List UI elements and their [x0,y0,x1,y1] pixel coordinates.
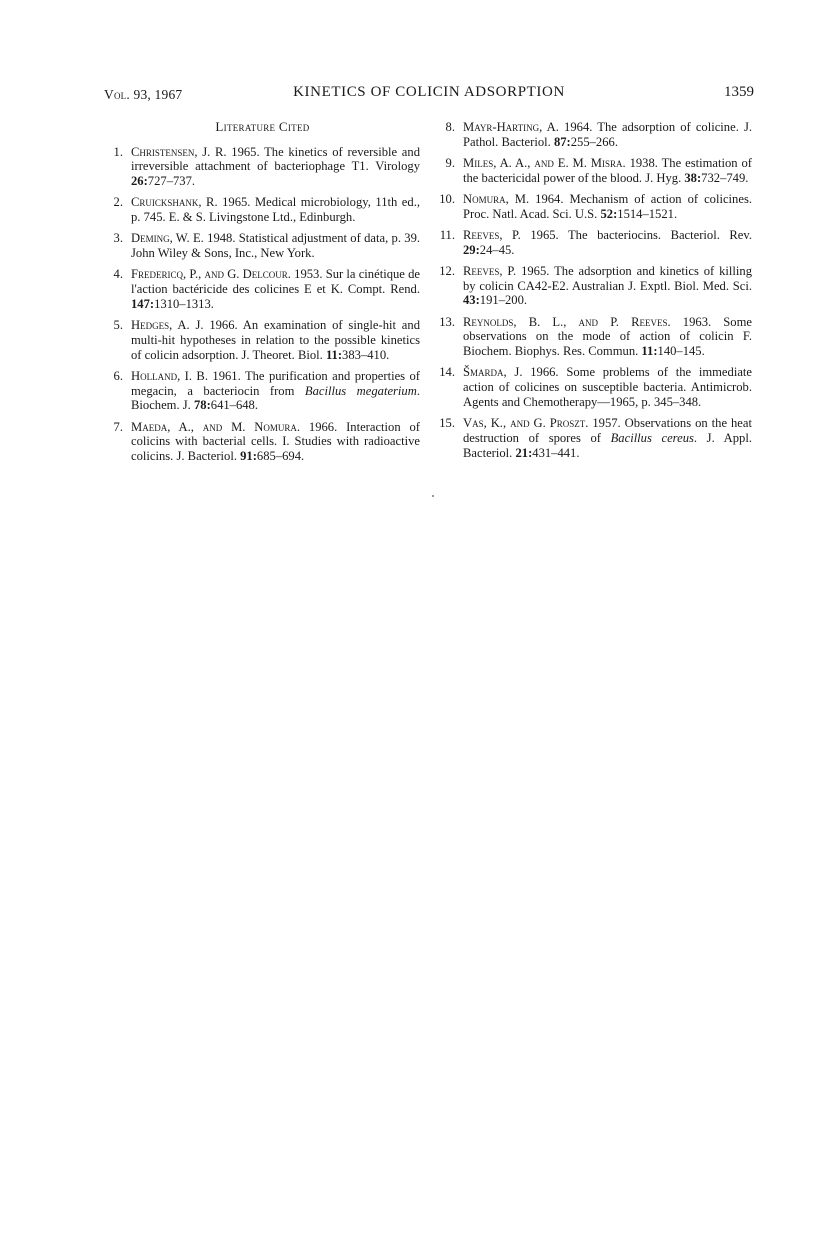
reference-text: 1966. Some problems of the immediate action of colicines on susceptible bacteria. Antimicrob. Agents and Chemotherapy—1965, p. 345–348. [463,365,752,409]
page-mark [432,495,434,497]
reference-species: Bacillus megaterium [304,383,417,398]
reference-number: 14. [439,365,455,380]
running-header [104,84,754,106]
reference-text: 1948. Statistical adjustment of data, p. 39. John Wiley & Sons, Inc., New York. [131,231,421,261]
reference-number: 7. [113,419,123,434]
reference-number: 1. [113,144,123,159]
reference-volume: 52: [600,206,618,221]
reference-text: 1965. The adsorption and kinetics of killing by colicin CA42-E2. Australian J. Exptl. Biol. Med. Sci. [463,264,752,293]
reference-item [105,145,420,189]
reference-pages: 140–145. [657,344,705,359]
reference-item [105,420,420,464]
reference-text: . Biochem. J. [131,383,420,413]
reference-number: 2. [113,195,123,210]
reference-pages: 383–410. [342,347,390,362]
reference-volume: 87: [553,134,571,149]
reference-pages: 685–694. [256,448,305,463]
reference-number: 6. [113,368,123,383]
reference-volume: 43: [463,293,480,308]
reference-text: 1964. The adsorption of colicine. J. Pathol. Bacteriol. [463,120,753,149]
reference-volume: 38: [684,170,702,185]
reference-text: 1965. The bacteriocins. Bacteriol. Rev. [520,228,753,242]
volume-year: Vol. 93, 1967 [104,87,183,102]
reference-text: 1966. An examination of single-hit and multi-hit hypotheses in relation to the possible kinetics of colicin adsorption. J. Theoret. Biol. [131,318,420,362]
reference-author: Maeda, A., and M. Nomura. [131,419,301,434]
reference-item [105,231,420,260]
reference-text: 1963. Some observations on the mode of action of colicin F. Biochem. Biophys. Res. Commun. [463,314,752,359]
reference-species: Bacillus cereus [610,430,694,445]
reference-text: 1965. The kinetics of reversible and irreversible attachment of bacteriophage T1. Virology [131,144,420,174]
reference-number: 8. [445,120,455,134]
reference-item [437,120,752,149]
reference-number: 10. [439,192,455,206]
reference-text: 1965. Medical microbiology, 11th ed., p. 745. E. & S. Livingstone Ltd., Edinburgh. [131,195,420,225]
reference-item [105,267,420,311]
reference-text: 1938. The estimation of the bactericidal power of the blood. J. Hyg. [463,156,752,185]
reference-author: Mayr-Harting, A. [463,120,559,134]
reference-volume: 147: [131,296,155,311]
reference-number: 15. [439,416,455,431]
left-column [105,120,420,470]
reference-text: 1964. Mechanism of action of colicines. Proc. Natl. Acad. Sci. U.S. [463,192,752,221]
reference-item [437,228,752,257]
reference-item [437,264,752,308]
reference-pages: 732–749. [701,170,749,185]
reference-author: Vas, K., and G. Proszt. [463,416,589,431]
reference-author: Nomura, M. [463,192,530,206]
reference-item [437,365,752,409]
reference-author: Holland, I. B. [131,368,208,383]
reference-author: Hedges, A. J. [131,318,204,333]
reference-author: Reeves, P. [463,228,521,242]
reference-text: 1966. Interaction of colicins with bacterial cells. I. Studies with radioactive colicins. J. Bacteriol. [131,419,420,463]
reference-number: 5. [113,318,123,333]
reference-author: Fredericq, P., and G. Delcour. [131,267,291,282]
reference-volume: 11: [641,344,658,359]
right-column [437,120,752,467]
reference-author: Reeves, P. [463,264,517,278]
reference-pages: 255–266. [570,134,618,149]
reference-pages: 727–737. [147,174,196,189]
running-title: KINETICS OF COLICIN ADSORPTION [293,84,565,100]
reference-pages: 641–648. [210,398,258,413]
reference-text: . J. Appl. Bacteriol. [463,430,752,460]
reference-volume: 29: [463,242,480,257]
reference-number: 12. [439,264,455,278]
reference-number: 11. [439,228,455,242]
reference-item [437,156,752,185]
reference-text: 1957. Observations on the heat destruction of spores of [463,416,752,445]
reference-volume: 21: [515,445,533,460]
reference-author: Cruickshank, R. [131,195,218,210]
reference-author: Deming, W. E. [131,231,204,246]
reference-author: Šmarda, J. [463,365,523,380]
reference-number: 4. [113,267,123,282]
reference-pages: 1514–1521. [617,206,678,221]
reference-volume: 78: [193,398,211,413]
reference-volume: 26: [131,174,148,189]
reference-item [105,318,420,362]
reference-item [437,315,752,359]
reference-list-left [105,145,420,464]
reference-number: 9. [445,156,455,170]
page-number: 1359 [724,84,754,100]
reference-volume: 91: [240,448,257,463]
reference-pages: 1310–1313. [154,296,214,311]
literature-cited-heading: Literature Cited [215,119,310,134]
reference-author: Christensen, J. R. [131,144,227,159]
reference-number: 13. [439,314,455,329]
reference-text: 1961. The purification and properties of megacin, a bacteriocin from [131,368,420,398]
reference-number: 3. [113,231,123,246]
reference-author: Reynolds, B. L., and P. Reeves. [463,314,671,329]
reference-text: 1953. Sur la cinétique de l'action bactéricide des colicines E et K. Compt. Rend. [131,267,420,297]
reference-pages: 431–441. [532,445,580,460]
reference-item [105,195,420,224]
reference-volume: 11: [325,347,343,362]
reference-author: Miles, A. A., and E. M. Misra. [463,156,626,170]
reference-list-right [437,120,752,460]
reference-pages: 191–200. [479,293,528,308]
reference-item [105,369,420,413]
reference-pages: 24–45. [479,242,515,257]
reference-item [437,192,752,221]
reference-item [437,416,752,460]
